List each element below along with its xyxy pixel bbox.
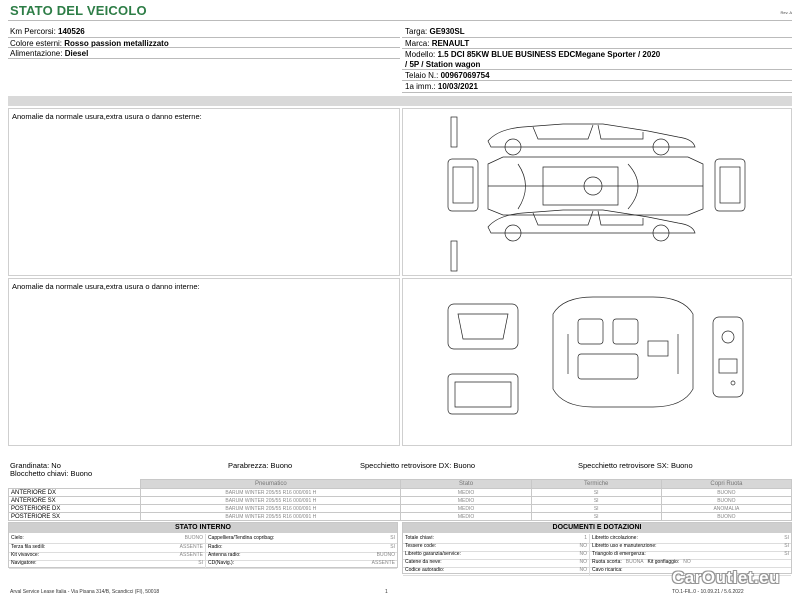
external-diagram-panel [402, 108, 792, 276]
frame-label: Telaio N.: [405, 71, 439, 80]
tyre-cover: ANOMALIA [661, 505, 791, 513]
item-value: BUONO [184, 535, 203, 541]
tyres-header-thermal: Termiche [531, 480, 661, 489]
section-separator [8, 96, 792, 106]
item-value: SI [784, 535, 789, 541]
info-divider [8, 47, 400, 48]
documents-box [402, 522, 792, 574]
key-lock-check: Blocchetto chiavi: Buono [10, 469, 93, 478]
reg-label: 1a imm.: [405, 82, 436, 91]
windshield-check: Parabrezza: Buono [228, 461, 293, 470]
color-label: Colore esterni: [10, 39, 63, 48]
item-value: SI [198, 560, 203, 566]
internal-state-item [205, 559, 397, 569]
hail-check: Grandinata: No [10, 461, 61, 470]
item-value: SI [784, 543, 789, 549]
tyre-state: MEDIO [401, 489, 531, 497]
tyres-header-blank [9, 480, 141, 489]
revision-label: Rev. A [780, 10, 792, 15]
item-key: Kit vivavoce: [11, 552, 40, 558]
model-value-cont: / 5P / Station wagon [405, 60, 481, 69]
internal-notes-panel [8, 278, 400, 446]
item-key: Kit gonfiaggio: [647, 559, 680, 565]
item-value: SI [390, 544, 395, 550]
mirror-sx-check: Specchietto retrovisore SX: Buono [578, 461, 693, 470]
item-key: CD(Navig.): [208, 560, 235, 566]
item-key: Cavo ricarica: [592, 567, 623, 573]
item-value: ASSENTE [371, 560, 395, 566]
info-divider [8, 58, 400, 59]
watermark-logo: CarOutlet.eu [672, 568, 781, 587]
car-interior-diagram-icon [403, 279, 793, 447]
internal-diagram-panel [402, 278, 792, 446]
tyre-cover: BUONO [661, 497, 791, 505]
tyre-position: POSTERIORE SX [9, 513, 141, 521]
header-divider [8, 20, 792, 21]
model-label: Modello: [405, 50, 436, 59]
item-value: ASSENTE [179, 544, 203, 550]
frame-value: 00967069754 [440, 71, 490, 80]
item-key: Triangolo di emergenza: [592, 551, 646, 557]
item-key: Catene da neve: [405, 559, 442, 565]
item-value: NO [579, 551, 587, 557]
tyre-cover: BUONO [661, 489, 791, 497]
item-value: BUONO [376, 552, 395, 558]
item-key: Codice autoradio: [405, 567, 445, 573]
tyre-state: MEDIO [401, 505, 531, 513]
document-item [403, 566, 589, 576]
fuel-label: Alimentazione: [10, 49, 63, 58]
item-key: Radio: [208, 544, 223, 550]
item-key: Terza fila sedili: [11, 544, 46, 550]
km-value: 140526 [58, 27, 85, 36]
item-key: Cappelliera/Tendina copribag: [208, 535, 275, 541]
internal-state-box [8, 522, 398, 568]
internal-state-item [9, 559, 205, 569]
tyre-cover: BUONO [661, 513, 791, 521]
plate-label: Targa: [405, 27, 428, 36]
tyre-thermal: SI [531, 489, 661, 497]
tyres-header-cover: Copri Ruota [661, 480, 791, 489]
item-value: NO [579, 559, 587, 565]
tyre-state: MEDIO [401, 513, 531, 521]
color-value: Rosso passion metallizzato [64, 39, 169, 48]
external-notes-panel [8, 108, 400, 276]
tyre-model: BARUM WINTER 205/55 R16 000/091 H [141, 505, 401, 513]
model-value: 1.5 DCI 85KW BLUE BUSINESS EDCMegane Sporter / 2020 [437, 50, 661, 59]
car-exterior-diagram-icon [403, 109, 793, 277]
item-key: Navigatore: [11, 560, 37, 566]
table-row [9, 505, 792, 513]
item-value: 1 [584, 535, 587, 541]
footer-company: Arval Service Lease Italia - Via Pisana 314/B, Scandicci (FI), 50018 [10, 589, 160, 595]
tyres-header-state: Stato [401, 480, 531, 489]
item-value: NO [579, 543, 587, 549]
item-value: NO [683, 559, 691, 565]
km-label: Km Percorsi: [10, 27, 56, 36]
table-row [9, 489, 792, 497]
info-divider [402, 69, 792, 70]
item-value: SI [390, 535, 395, 541]
tyre-thermal: SI [531, 497, 661, 505]
item-key: Cielo: [11, 535, 24, 541]
footer-page: 1 [385, 589, 388, 595]
page-title: STATO DEL VEICOLO [10, 3, 147, 18]
brand-label: Marca: [405, 39, 430, 48]
item-key: Libretto circolazione: [592, 535, 638, 541]
tyre-thermal: SI [531, 505, 661, 513]
item-value: ASSENTE [179, 552, 203, 558]
item-key: Totale chiavi: [405, 535, 434, 541]
item-key: Libretto garanzia/service: [405, 551, 461, 557]
brand-value: RENAULT [431, 39, 470, 48]
tyre-state: MEDIO [401, 497, 531, 505]
item-key: Ruota scorta: [592, 559, 622, 565]
info-divider [402, 80, 792, 81]
info-divider [402, 37, 792, 38]
mirror-dx-check: Specchietto retrovisore DX: Buono [360, 461, 476, 470]
item-key: Tessere code: [405, 543, 437, 549]
footer-code: TO.1-FIL.0 - 10.09.21 / 5.6.2022 [672, 589, 744, 595]
tyres-header-tyre: Pneumatico [141, 480, 401, 489]
tyre-model: BARUM WINTER 205/55 R16 000/091 H [141, 513, 401, 521]
tyre-thermal: SI [531, 513, 661, 521]
tyre-position: POSTERIORE DX [9, 505, 141, 513]
item-key: Libretto uso e manutenzione: [592, 543, 657, 549]
info-divider [402, 92, 792, 93]
info-divider [8, 37, 400, 38]
item-value: SI [784, 551, 789, 557]
table-row [9, 513, 792, 521]
tyres-header-row [9, 480, 792, 489]
plate-value: GE930SL [429, 27, 465, 36]
documents-title: DOCUMENTI E DOTAZIONI [403, 523, 791, 533]
external-notes-label: Anomalie da normale usura,extra usura o danno esterne: [12, 112, 202, 121]
info-divider [402, 48, 792, 49]
tyre-model: BARUM WINTER 205/55 R16 000/091 H [141, 489, 401, 497]
tyre-model: BARUM WINTER 205/55 R16 000/091 H [141, 497, 401, 505]
table-row [9, 497, 792, 505]
fuel-value: Diesel [64, 49, 89, 58]
tyres-table [8, 479, 792, 521]
item-value: BUONA [625, 559, 644, 565]
item-value: NO [579, 567, 587, 573]
internal-state-title: STATO INTERNO [9, 523, 397, 533]
tyre-position: ANTERIORE DX [9, 489, 141, 497]
item-key: Antenna radio: [208, 552, 241, 558]
internal-notes-label: Anomalie da normale usura,extra usura o danno interne: [12, 282, 200, 291]
tyre-position: ANTERIORE SX [9, 497, 141, 505]
reg-value: 10/03/2021 [437, 82, 478, 91]
